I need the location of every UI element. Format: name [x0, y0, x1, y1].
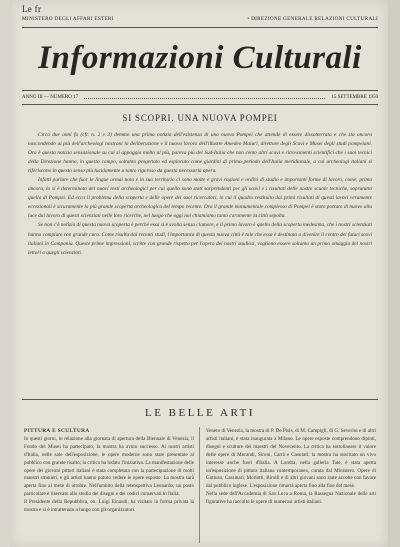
page-edge: [388, 0, 400, 547]
right-column-text: Veneto di Venezia, la mostra di P. De Pisis, di M. Campigli, di G. Severini e di altri artisti italiani, è stata inaugurata a Milano. Le opere esposte comprendono dipinti, disegni e sculture dei maestri del Novecento. La critica ha sottolineato il valore delle opere di Morandi, Sironi, Carrà e Casorati; la mostra ha suscitato un vivo interesse anche fuori d'Italia. A Londra, nella galleria Tate, è stata aperta un'esposizione di pittura italiana contemporanea, curata dal Ministero. Opere di Guttuso, Cassinari, Morlotti, Birolli e di altri giovani sono state accolte con favore dal pubblico inglese. L'esposizione rimarrà aperta fino alla fine del mese.: [206, 428, 376, 490]
article-paragraph-1: Circa due anni fa (cfr. n. 2 e 3) demmo una prima notizia dell'esistenza di una nuova Pompei che attende di essere dissotterrata e che sta ancora nascondendo ai più dell'archeologi nostrani la deliberazione e il nuovo lavoro dell'illustre Amedeo Maiuri, direttore degli Scavi e Musei degli studi pompeiani. Ora è questa notizia sensazionale su cui si appoggia molto al più, pareva più del Sud-Italia che non cento altri scavi e ritrovamenti scientifici che i suoi tecnici della Direzione hanno, in questo campo, soltanto progettato ed esplorato come giardini di primo periodo dell'Italia meridionale, a cui archeologi italiani si riferiscono in questo senso più lucidamente a tanto rigoroso da questa necessaria opera.: [28, 132, 372, 175]
left-column-subheading: PITTURA E SCULTURA: [24, 428, 90, 434]
issue-number: ANNO III — NUMERO 17: [22, 95, 79, 100]
article-paragraph-2: Infatti parlare che fuor le lingue ormai nota e in suo territorio ci sono molte e gravi ragioni e ordini di studio e importanti forme di lavoro, come, prima ancora, lo si è determinato dei nuovi resti archeologici per cui quello sono stati sorprendenti per gli scavi e i risultati delle nostre scuole tecniche, sopratutto quella di Pompei. Ed ecco il problema della scoperta e delle opere dei suoi ricercatori, in cui il quadro restituito dai primi risultati di questi lavori veramente eccezionali è sicuramente la più grande scoperta archeologica del tempo recente. Ora il grande monumentale complesso di Pompei è stato portato di nuovo alla luce dal lavoro di questi scienziati nelle loro ricerche, nel luogo che oggi noi chiamiamo tanto caramente la città sepolta.: [28, 177, 372, 220]
article-title: SI SCOPRI. UNA NUOVA POMPEI: [122, 113, 278, 123]
article-body: [28, 131, 372, 258]
issue-line: [22, 95, 378, 100]
section-title: LE BELLE ARTI: [144, 407, 256, 419]
masthead-ministry: MINISTERO DEGLI AFFARI ESTERI: [22, 16, 114, 22]
title-rule: [22, 90, 378, 91]
masthead: [22, 16, 378, 22]
left-column: [24, 428, 194, 515]
masthead-direction: • DIREZIONE GENERALE RELAZIONI CULTURALI: [247, 16, 378, 22]
issue-rule: [22, 104, 378, 105]
article-paragraph-3: Se non c'è notizia di questa nuova scoperta è perché essa si è svolta senza clamore, e il primo lavoro è quello della scoperta medesima, che i nostri scienziati hanno compiuto con grande cura. Come risulta dai recenti studi, l'importanza di questa nuova città è tale che essa è destinata a divenire il centro dei futuri scavi italiani in Campania. Queste prime impressioni, scritte con grande rispetto per l'opera dei nostri studiosi, vogliono essere soltanto un primo omaggio dei nostri lettori a quegli scienziati.: [28, 222, 372, 256]
issue-dots: [84, 97, 325, 99]
section-rule: [22, 399, 378, 400]
publication-title: Informazioni Culturali: [38, 40, 362, 76]
right-column-text-2: Nella sede dell'Accademia di San Luca a Roma, la Rassegna Nazionale delle arti figurative ha raccolto le opere di numerosi artisti italiani.: [206, 491, 376, 506]
top-label: Le fr: [22, 4, 42, 14]
right-column: [206, 428, 376, 507]
masthead-rule: [22, 27, 378, 28]
left-column-text: In questi giorni, in relazione alla giornata di apertura della Biennale di Venezia, il Fondo dei Musei ha partecipato, la mostra ha avuto successo. Ai nostri artisti d'Italia, nelle sale dell'esposizione, le opere moderne sono state presentate al pubblico con grande risalto; la critica ha lodato l'iniziativa. La manifestazione delle opere dei giovani pittori italiani è stata completata con la partecipazione di molti maestri stranieri, e gli artisti hanno potuto vedere le opere esposte. La mostra sarà aperta fino al mese di ottobre. Nell'ambito della retrospettiva Leonardo, un posto particolare è riservato allo studio dei disegni e dei codici conservati in Italia.: [24, 435, 194, 498]
left-column-text-2: Il Presidente della Repubblica, on. Luigi Einaudi, ha visitato in forma privata la mostra e si è intrattenuto a lungo con gli organizzatori.: [24, 499, 194, 514]
column-divider: [199, 427, 200, 543]
issue-date: 15 SETTEMBRE 1950: [331, 95, 378, 100]
